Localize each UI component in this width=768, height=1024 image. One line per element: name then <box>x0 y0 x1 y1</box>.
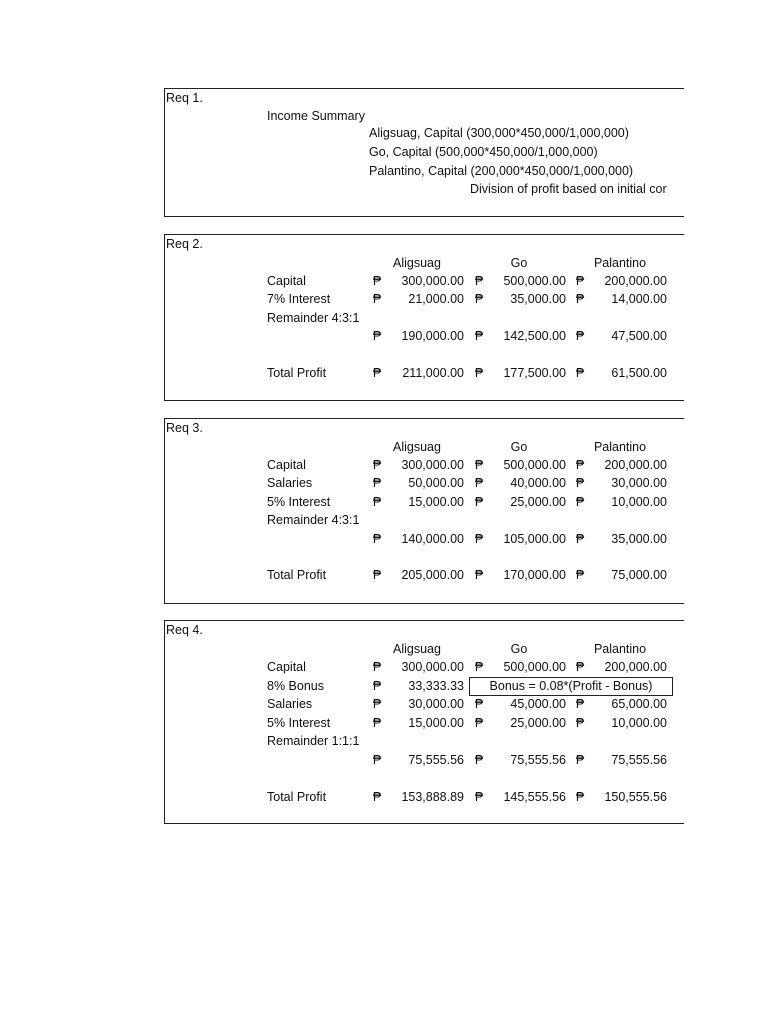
cell-value: 61,500.00 <box>611 366 667 380</box>
req4-label: Req 4. <box>166 623 203 637</box>
peso-sign: ₱ <box>474 532 484 546</box>
peso-sign: ₱ <box>372 366 382 380</box>
cell-value: 40,000.00 <box>510 476 566 490</box>
peso-sign: ₱ <box>575 366 585 380</box>
peso-sign: ₱ <box>474 292 484 306</box>
row-label-remainder: Remainder 4:3:1 <box>267 311 360 325</box>
cell-value: 14,000.00 <box>611 292 667 306</box>
header-go: Go <box>510 256 528 270</box>
division-note-text: Division of profit based on initial cor <box>470 182 667 196</box>
cell-value: 150,555.56 <box>604 790 667 804</box>
row-label-interest: 7% Interest <box>267 292 331 306</box>
cell-value: 200,000.00 <box>604 660 667 674</box>
peso-sign: ₱ <box>372 568 382 582</box>
peso-sign: ₱ <box>474 274 484 288</box>
cell-value: 33,333.33 <box>408 679 464 693</box>
cell-value: 30,000.00 <box>611 476 667 490</box>
row-label-interest: 5% Interest <box>267 716 331 730</box>
row-label-bonus: 8% Bonus <box>267 679 324 693</box>
cell-value: 500,000.00 <box>503 274 566 288</box>
cell-value: 35,000.00 <box>510 292 566 306</box>
peso-sign: ₱ <box>372 660 382 674</box>
peso-sign: ₱ <box>372 753 382 767</box>
cell-value: 25,000.00 <box>510 716 566 730</box>
peso-sign: ₱ <box>372 716 382 730</box>
cell-value: 142,500.00 <box>503 329 566 343</box>
row-label-salaries: Salaries <box>267 476 313 490</box>
header-go: Go <box>510 642 528 656</box>
cell-value: 105,000.00 <box>503 532 566 546</box>
req3-section <box>164 418 684 604</box>
cell-value: 45,000.00 <box>510 697 566 711</box>
row-label-capital: Capital <box>267 458 306 472</box>
peso-sign: ₱ <box>575 660 585 674</box>
req1-label: Req 1. <box>166 91 203 105</box>
header-go: Go <box>510 440 528 454</box>
cell-value: 30,000.00 <box>408 697 464 711</box>
peso-sign: ₱ <box>474 366 484 380</box>
peso-sign: ₱ <box>575 568 585 582</box>
cell-value: 15,000.00 <box>408 716 464 730</box>
cell-value: 300,000.00 <box>401 274 464 288</box>
cell-value: 75,555.56 <box>408 753 464 767</box>
peso-sign: ₱ <box>372 292 382 306</box>
req4-section <box>164 620 684 824</box>
row-label-capital: Capital <box>267 274 306 288</box>
peso-sign: ₱ <box>575 495 585 509</box>
go-capital-text: Go, Capital (500,000*450,000/1,000,000) <box>369 145 598 159</box>
cell-value: 145,555.56 <box>503 790 566 804</box>
peso-sign: ₱ <box>575 458 585 472</box>
peso-sign: ₱ <box>575 532 585 546</box>
cell-value: 35,000.00 <box>611 532 667 546</box>
cell-value: 25,000.00 <box>510 495 566 509</box>
peso-sign: ₱ <box>474 329 484 343</box>
peso-sign: ₱ <box>474 476 484 490</box>
peso-sign: ₱ <box>372 329 382 343</box>
peso-sign: ₱ <box>474 716 484 730</box>
income-summary-text: Income Summary <box>267 109 365 123</box>
peso-sign: ₱ <box>372 495 382 509</box>
peso-sign: ₱ <box>575 790 585 804</box>
cell-value: 75,555.56 <box>611 753 667 767</box>
cell-value: 200,000.00 <box>604 274 667 288</box>
aligsuag-capital-text: Aligsuag, Capital (300,000*450,000/1,000,000) <box>369 126 629 140</box>
row-label-capital: Capital <box>267 660 306 674</box>
peso-sign: ₱ <box>372 476 382 490</box>
cell-value: 65,000.00 <box>611 697 667 711</box>
cell-value: 170,000.00 <box>503 568 566 582</box>
row-label-total-profit: Total Profit <box>267 568 327 582</box>
cell-value: 153,888.89 <box>401 790 464 804</box>
row-label-total-profit: Total Profit <box>267 366 327 380</box>
header-aligsuag: Aligsuag <box>393 642 441 656</box>
peso-sign: ₱ <box>372 532 382 546</box>
row-label-salaries: Salaries <box>267 697 313 711</box>
peso-sign: ₱ <box>575 292 585 306</box>
peso-sign: ₱ <box>474 568 484 582</box>
header-palantino: Palantino <box>593 440 647 454</box>
header-palantino: Palantino <box>593 642 647 656</box>
palantino-capital-text: Palantino, Capital (200,000*450,000/1,000,000) <box>369 164 634 178</box>
cell-value: 50,000.00 <box>408 476 464 490</box>
req2-label: Req 2. <box>166 237 203 251</box>
cell-value: 205,000.00 <box>401 568 464 582</box>
peso-sign: ₱ <box>474 495 484 509</box>
cell-value: 75,000.00 <box>611 568 667 582</box>
cell-value: 200,000.00 <box>604 458 667 472</box>
peso-sign: ₱ <box>372 458 382 472</box>
peso-sign: ₱ <box>474 790 484 804</box>
peso-sign: ₱ <box>474 660 484 674</box>
peso-sign: ₱ <box>474 753 484 767</box>
req2-section <box>164 234 684 401</box>
header-palantino: Palantino <box>593 256 647 270</box>
peso-sign: ₱ <box>474 458 484 472</box>
peso-sign: ₱ <box>575 716 585 730</box>
peso-sign: ₱ <box>372 697 382 711</box>
cell-value: 177,500.00 <box>503 366 566 380</box>
row-label-remainder: Remainder 4:3:1 <box>267 513 360 527</box>
cell-value: 300,000.00 <box>401 660 464 674</box>
peso-sign: ₱ <box>372 790 382 804</box>
peso-sign: ₱ <box>474 697 484 711</box>
row-label-interest: 5% Interest <box>267 495 331 509</box>
cell-value: 47,500.00 <box>611 329 667 343</box>
cell-value: 140,000.00 <box>401 532 464 546</box>
peso-sign: ₱ <box>575 753 585 767</box>
row-label-total-profit: Total Profit <box>267 790 327 804</box>
cell-value: 300,000.00 <box>401 458 464 472</box>
header-aligsuag: Aligsuag <box>393 256 441 270</box>
bonus-formula-box: Bonus = 0.08*(Profit - Bonus) <box>469 677 673 696</box>
cell-value: 10,000.00 <box>611 495 667 509</box>
cell-value: 211,000.00 <box>402 366 464 380</box>
header-aligsuag: Aligsuag <box>393 440 441 454</box>
cell-value: 10,000.00 <box>611 716 667 730</box>
req3-label: Req 3. <box>166 421 203 435</box>
peso-sign: ₱ <box>575 329 585 343</box>
row-label-remainder: Remainder 1:1:1 <box>267 734 360 748</box>
cell-value: 190,000.00 <box>401 329 464 343</box>
peso-sign: ₱ <box>575 274 585 288</box>
cell-value: 500,000.00 <box>503 458 566 472</box>
cell-value: 500,000.00 <box>503 660 566 674</box>
peso-sign: ₱ <box>372 679 382 693</box>
cell-value: 75,555.56 <box>510 753 566 767</box>
cell-value: 21,000.00 <box>408 292 464 306</box>
peso-sign: ₱ <box>575 697 585 711</box>
peso-sign: ₱ <box>575 476 585 490</box>
peso-sign: ₱ <box>372 274 382 288</box>
req1-section <box>164 88 684 217</box>
cell-value: 15,000.00 <box>408 495 464 509</box>
